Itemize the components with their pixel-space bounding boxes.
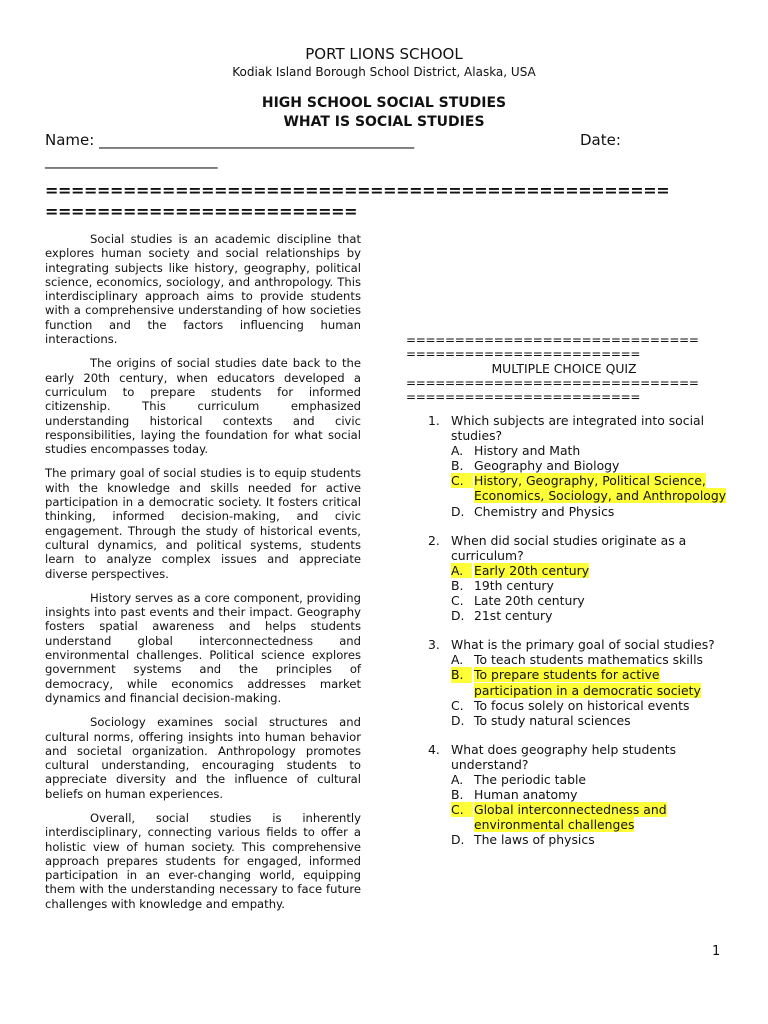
- article-paragraph: Overall, social studies is inherently interdisciplinary, connecting various fields to offer a holistic view of human society. This comprehensive approach prepares students for engaged, informed participation in an ever-changing world, equipping them with the understanding necessary to face future challenges with knowledge and empathy.: [45, 810, 361, 911]
- answer-option: C. To focus solely on historical events: [451, 697, 690, 713]
- question-stem: [428, 533, 728, 563]
- quiz-questions: [428, 413, 728, 861]
- answer-option-highlighted: B. To prepare students for active participation in a democratic society: [451, 667, 701, 698]
- article-paragraph: Sociology examines social structures and cultural norms, offering insights into human behavior and societal organization. Anthropology promotes cultural understanding, encouraging students to appreciate diversity and the influence of cultural beliefs on human experiences.: [45, 715, 361, 801]
- question-number: 3.: [428, 637, 440, 653]
- question-stem: [428, 637, 728, 652]
- name-field-line: Name: __________________________________________: [45, 131, 415, 149]
- page-number: 1: [712, 944, 721, 959]
- answer-option: A. To teach students mathematics skills: [451, 652, 704, 668]
- answer-option: A. The periodic table: [451, 771, 587, 787]
- school-district: Kodiak Island Borough School District, Alaska, USA: [232, 65, 536, 79]
- answer-option: D. 21st century: [451, 608, 553, 624]
- answer-option-highlighted: C. History, Geography, Political Science, Economics, Sociology, and Anthropology: [451, 473, 727, 504]
- quiz-title: MULTIPLE CHOICE QUIZ: [491, 361, 637, 376]
- answer-option-highlighted: C. Global interconnectedness and environmental challenges: [451, 802, 667, 833]
- answer-option: D. Chemistry and Physics: [451, 503, 615, 519]
- date-field-label: Date:: [580, 131, 621, 149]
- quiz-question-1: [428, 413, 728, 519]
- question-text: Which subjects are integrated into social studies?: [451, 413, 705, 444]
- answer-option: B. Human anatomy: [451, 787, 578, 803]
- quiz-separator-top: ==============================: [406, 333, 699, 347]
- answer-option: D. The laws of physics: [451, 832, 595, 848]
- question-text: What is the primary goal of social studies?: [451, 637, 715, 653]
- date-field-line: _______________________: [45, 151, 218, 169]
- course-title: HIGH SCHOOL SOCIAL STUDIES: [261, 95, 507, 111]
- question-number: 4.: [428, 741, 440, 757]
- answer-option: B. 19th century: [451, 577, 554, 593]
- answer-option: C. Late 20th century: [451, 593, 585, 609]
- quiz-question-3: [428, 637, 728, 728]
- quiz-question-2: [428, 533, 728, 624]
- article-paragraph: Social studies is an academic discipline that explores human society and social relationships by integrating subjects like history, geography, political science, economics, sociology, and anthropology. This interdisciplinary approach aims to provide students with a comprehensive understanding of how societies function and the factors influencing human interactions.: [45, 232, 361, 347]
- answer-option: B. Geography and Biology: [451, 458, 620, 474]
- article-paragraph: The origins of social studies date back to the early 20th century, when educators developed a curriculum to prepare students for informed citizenship. This curriculum emphasized understanding historical contexts and civic responsibilities, laying the foundation for what social studies encompasses today.: [45, 356, 361, 457]
- quiz-separator-bottom-continued: ========================: [406, 390, 641, 404]
- article-paragraph: History serves as a core component, providing insights into past events and their impact. Geography fosters spatial awareness and helps students understand global interconnectedness and environmental challenges. Political science explores government systems and the principles of democracy, while economics addresses market dynamics and financial decision-making.: [45, 590, 361, 705]
- question-text: When did social studies originate as a curriculum?: [451, 532, 687, 563]
- lesson-title: WHAT IS SOCIAL STUDIES: [283, 114, 485, 130]
- quiz-question-4: [428, 742, 728, 848]
- question-stem: [428, 742, 728, 772]
- question-number: 1.: [428, 413, 440, 428]
- answer-option: A. History and Math: [451, 443, 581, 459]
- question-text: What does geography help students understand?: [451, 741, 677, 772]
- answer-option: D. To study natural sciences: [451, 712, 631, 728]
- answer-option-highlighted: A. Early 20th century: [451, 562, 590, 578]
- question-number: 2.: [428, 532, 440, 548]
- header-separator: ================================================: [45, 181, 670, 200]
- question-stem: [428, 413, 728, 443]
- article-body: [45, 232, 361, 921]
- quiz-separator-top-continued: ========================: [406, 347, 641, 361]
- article-paragraph: The primary goal of social studies is to equip students with the knowledge and skills needed for active participation in a democratic society. It fosters critical thinking, informed decision-making, and civic engagement. Through the study of historical events, cultural dynamics, and political systems, students learn to analyze complex issues and appreciate diverse perspectives.: [45, 466, 361, 581]
- header-separator-continued: ========================: [45, 202, 358, 221]
- school-name: PORT LIONS SCHOOL: [305, 45, 463, 63]
- quiz-separator-bottom: ==============================: [406, 376, 699, 390]
